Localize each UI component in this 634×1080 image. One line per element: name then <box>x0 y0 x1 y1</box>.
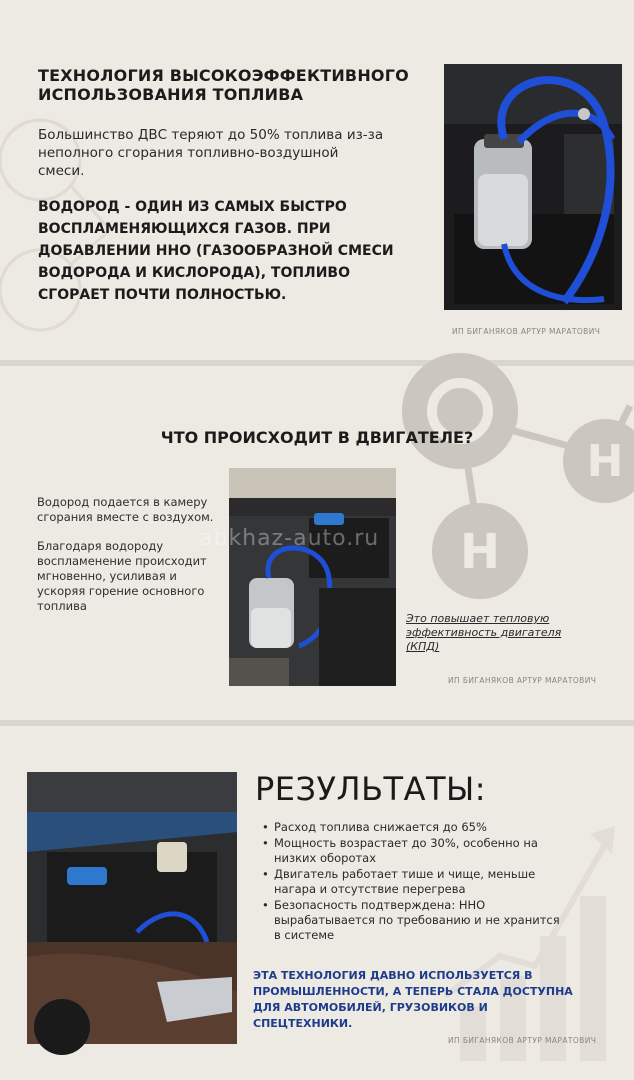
slide2-paragraph-1: Водород подается в камеру сгорания вместе с воздухом. <box>37 495 214 524</box>
slide3-footer: ИП БИГАНЯКОВ АРТУР МАРАТОВИЧ <box>448 1036 597 1045</box>
list-item: • Безопасность подтверждена: ННО вырабатывается по требованию и не хранится в системе <box>262 898 562 943</box>
slide1-bold-text: ВОДОРОД - ОДИН ИЗ САМЫХ БЫСТРО ВОСПЛАМЕНЯЮЩИХСЯ ГАЗОВ. ПРИ ДОБАВЛЕНИИ ННО (ГАЗООБРАЗНОЙ СМЕСИ ВОДОРОДА И КИСЛОРОДА), ТОПЛИВО СГОРАЕТ ПОЧТИ ПОЛНОСТЬЮ. <box>38 199 394 303</box>
molecule-h-label-2: H <box>459 524 501 580</box>
slide1-title: ТЕХНОЛОГИЯ ВЫСОКОЭФФЕКТИВНОГО ИСПОЛЬЗОВАНИЯ ТОПЛИВА <box>38 66 409 104</box>
slide2-paragraph-2: Благодаря водороду воспламенение происходит мгновенно, усиливая и ускоряя горение основного топлива <box>37 539 207 613</box>
slide-results <box>0 726 634 1080</box>
slide-fuel-technology <box>0 0 634 360</box>
slide3-highlight: ЭТА ТЕХНОЛОГИЯ ДАВНО ИСПОЛЬЗУЕТСЯ В ПРОМЫШЛЕННОСТИ, А ТЕПЕРЬ СТАЛА ДОСТУПНА ДЛЯ АВТОМОБИЛЕЙ, ГРУЗОВИКОВ И СПЕЦТЕХНИКИ. <box>253 969 573 1030</box>
slide-engine-process <box>0 366 634 720</box>
engine-hydrogen-cell-photo <box>444 64 622 310</box>
slide2-note: Это повышает тепловую эффективность двигателя (КПД) <box>406 612 562 653</box>
list-item: • Двигатель работает тише и чище, меньше нагара и отсутствие перегрева <box>262 867 562 897</box>
car-engine-photo <box>27 772 237 1044</box>
slide2-title: ЧТО ПРОИСХОДИТ В ДВИГАТЕЛЕ? <box>160 428 474 447</box>
slide3-title: РЕЗУЛЬТАТЫ: <box>255 770 487 808</box>
molecule-h-label-1: H <box>586 436 624 487</box>
molecule-decoration <box>380 366 634 616</box>
list-item: • Мощность возрастает до 30%, особенно на низких оборотах <box>262 836 562 866</box>
watermark: abkhaz-auto.ru <box>199 526 380 551</box>
results-list <box>262 820 562 944</box>
list-item: • Расход топлива снижается до 65% <box>262 820 562 835</box>
slide1-paragraph: Большинство ДВС теряют до 50% топлива из-за неполного сгорания топливно-воздушной смеси. <box>38 127 384 179</box>
slide2-footer: ИП БИГАНЯКОВ АРТУР МАРАТОВИЧ <box>448 676 597 685</box>
engine-bay-photo <box>199 468 396 686</box>
slide1-footer: ИП БИГАНЯКОВ АРТУР МАРАТОВИЧ <box>452 327 601 336</box>
